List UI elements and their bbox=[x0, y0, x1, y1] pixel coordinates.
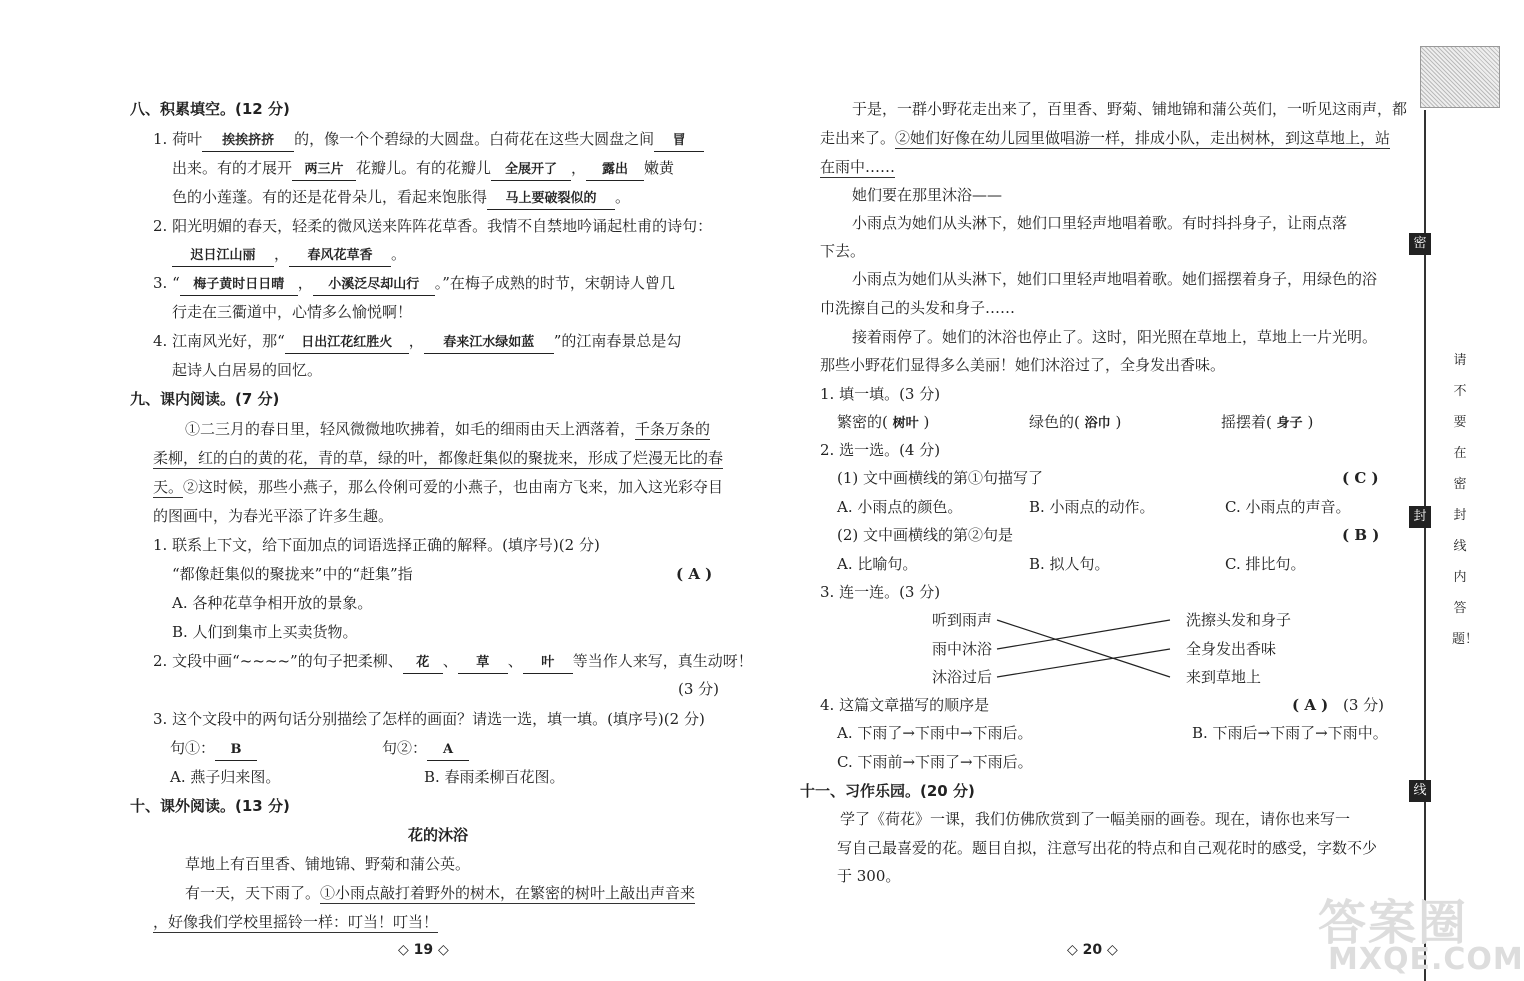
wavy-line-marker: ~~~~ bbox=[239, 652, 291, 670]
answer-blank: 小溪泛尽却山行 bbox=[313, 275, 435, 296]
q2-1-option-a: A. 小雨点的颜色。 bbox=[837, 498, 963, 516]
matching-lines bbox=[745, 0, 1420, 981]
s9-q3-option-b: B. 春雨柔柳百花图。 bbox=[424, 768, 565, 786]
answer-blank: 马上要破裂似的 bbox=[487, 189, 615, 210]
match-line bbox=[997, 620, 1170, 677]
s9-passage-line4: 的图画中，为春光平添了许多生趣。 bbox=[153, 507, 394, 525]
q2-2-answer: ( B ) bbox=[1342, 526, 1380, 544]
q2-1-option-c: C. 小雨点的声音。 bbox=[1225, 498, 1351, 516]
q2: 2. 选一选。(4 分) bbox=[820, 441, 941, 459]
passage-line7: 小雨点为她们从头淋下，她们口里轻声地唱着歌。她们摇摆着身子，用绿色的浴 bbox=[852, 270, 1378, 288]
s8-q2-line1: 2. 阳光明媚的春天，轻柔的微风送来阵阵花草香。我情不自禁地吟诵起杜甫的诗句： bbox=[153, 217, 713, 235]
passage-line8: 巾洗擦自己的头发和身子…… bbox=[820, 299, 1016, 317]
answer-blank: 梅子黄时日日晴 bbox=[180, 275, 298, 296]
writing-prompt-line3: 于 300。 bbox=[837, 867, 901, 885]
q4-option-b: B. 下雨后→下雨了→下雨中。 bbox=[1192, 724, 1388, 742]
q2-2-option-c: C. 排比句。 bbox=[1225, 555, 1306, 573]
q4-answer: ( A ) bbox=[1292, 696, 1329, 714]
match-right-item: 全身发出香味 bbox=[1186, 640, 1277, 658]
answer-blank: 春风花草香 bbox=[289, 246, 391, 267]
s9-q1-stem: “都像赶集似的聚拢来”中的“赶集”指 bbox=[172, 565, 413, 583]
q3: 3. 连一连。(3 分) bbox=[820, 583, 941, 601]
q4-option-a: A. 下雨了→下雨中→下雨后。 bbox=[837, 724, 1033, 742]
left-page bbox=[0, 0, 753, 981]
match-right-item: 来到草地上 bbox=[1186, 668, 1262, 686]
s9-q1-option-b: B. 人们到集市上买卖货物。 bbox=[172, 623, 358, 641]
watermark-logo: 答案圈 bbox=[1318, 895, 1469, 951]
q4: 4. 这篇文章描写的顺序是 bbox=[820, 696, 990, 714]
match-line bbox=[997, 649, 1170, 677]
s9-q3-option-a: A. 燕子归来图。 bbox=[170, 768, 281, 786]
s8-q4-line1: 4. 江南风光好，那“ 日出江花红胜火 ， 春来江水绿如蓝 ”的江南春景总是勾 bbox=[153, 330, 681, 352]
answer-blank: 叶 bbox=[523, 653, 573, 674]
page-number: ◇ 20 ◇ bbox=[1067, 942, 1118, 958]
section-9-title: 九、课内阅读。(7 分) bbox=[130, 390, 280, 408]
section-11-title: 十一、习作乐园。(20 分) bbox=[800, 782, 975, 800]
s10-passage-line3: ，好像我们学校里摇铃一样：叮当！叮当！ bbox=[153, 913, 439, 931]
match-line bbox=[997, 620, 1170, 649]
s8-q3-line1: 3. “ 梅子黄时日日晴 ， 小溪泛尽却山行 。”在梅子成熟的时节，宋朝诗人曾几 bbox=[153, 272, 675, 294]
answer-blank: 全展开了 bbox=[491, 160, 571, 181]
s9-q3-sentence2: 句②： A bbox=[382, 737, 469, 759]
passage-line5: 小雨点为她们从头淋下，她们口里轻声地唱着歌。有时抖抖身子，让雨点落 bbox=[852, 214, 1348, 232]
s9-q1: 1. 联系上下文，给下面加点的词语选择正确的解释。(填序号)(2 分) bbox=[153, 536, 600, 554]
watermark-url: MXQE.COM bbox=[1328, 942, 1524, 977]
match-left-item: 雨中沐浴 bbox=[932, 640, 993, 658]
q1: 1. 填一填。(3 分) bbox=[820, 385, 941, 403]
answer-blank: 冒 bbox=[654, 131, 704, 152]
section-10-title: 十、课外阅读。(13 分) bbox=[130, 797, 290, 815]
q1-blank-c: 摇摆着( 身子 ) bbox=[1221, 413, 1314, 431]
s9-passage-line1: ①二三月的春日里，轻风微微地吹拂着，如毛的细雨由天上洒落着，千条万条的 bbox=[185, 420, 711, 438]
seal-mark: 线 bbox=[1409, 780, 1431, 802]
answer-blank: 春来江水绿如蓝 bbox=[424, 333, 554, 354]
passage-line4: 她们要在那里沐浴—— bbox=[852, 186, 1003, 204]
writing-prompt-line2: 写自己最喜爱的花。题目自拟，注意写出花的特点和自己观花时的感受，字数不少 bbox=[837, 839, 1378, 857]
s8-q1-line2: 出来。有的才展开 两三片 花瓣儿。有的花瓣儿 全展开了 ， 露出 嫩黄 bbox=[172, 157, 674, 179]
s8-q1-line1: 1. 荷叶 挨挨挤挤 的，像一个个碧绿的大圆盘。白荷花在这些大圆盘之间 冒 bbox=[153, 128, 704, 150]
s9-q1-answer: ( A ) bbox=[676, 565, 713, 583]
binding-warning: 请不要在密封线内答题！ bbox=[1452, 353, 1479, 647]
q2-1: (1) 文中画横线的第①句描写了 bbox=[837, 469, 1044, 487]
answer-blank: A bbox=[427, 740, 469, 761]
writing-prompt-line1: 学了《荷花》一课，我们仿佛欣赏到了一幅美丽的画卷。现在，请你也来写一 bbox=[840, 810, 1351, 828]
passage-line3: 在雨中…… bbox=[820, 158, 896, 176]
s10-passage-line2: 有一天，天下雨了。①小雨点敲打着野外的树木，在繁密的树叶上敲出声音来 bbox=[185, 884, 696, 902]
q4-option-c: C. 下雨前→下雨了→下雨后。 bbox=[837, 753, 1033, 771]
section-8-title: 八、积累填空。(12 分) bbox=[130, 100, 290, 118]
answer-blank: B bbox=[215, 740, 257, 761]
s9-q2: 2. 文段中画“~~~~”的句子把柔柳、 花 、 草 、 叶 等当作人来写，真生动呀！ bbox=[153, 650, 753, 672]
s8-q4-line2: 起诗人白居易的回忆。 bbox=[172, 361, 323, 379]
q2-1-option-b: B. 小雨点的动作。 bbox=[1029, 498, 1155, 516]
s9-q3-sentence1: 句①： B bbox=[170, 737, 257, 759]
answer-blank: 挨挨挤挤 bbox=[202, 131, 294, 152]
s9-q2-score: (3 分) bbox=[678, 680, 720, 698]
s10-passage-line1: 草地上有百里香、铺地锦、野菊和蒲公英。 bbox=[185, 855, 471, 873]
match-left-item: 沐浴过后 bbox=[932, 668, 993, 686]
s9-passage-line3: 天。②这时候，那些小燕子，那么伶俐可爱的小燕子，也由南方飞来，加入这光彩夺目 bbox=[153, 478, 724, 496]
s8-q3-line2: 行走在三衢道中，心情多么愉悦啊！ bbox=[172, 303, 413, 321]
passage-line10: 那些小野花们显得多么美丽！她们沐浴过了，全身发出香味。 bbox=[820, 356, 1226, 374]
q2-1-answer: ( C ) bbox=[1342, 469, 1379, 487]
answer-blank: 迟日江山丽 bbox=[172, 246, 274, 267]
q2-2: (2) 文中画横线的第②句是 bbox=[837, 526, 1014, 544]
passage-line1: 于是，一群小野花走出来了，百里香、野菊、铺地锦和蒲公英们，一听见这雨声，都 bbox=[852, 100, 1408, 118]
q1-blank-b: 绿色的( 浴巾 ) bbox=[1029, 413, 1122, 431]
seal-mark: 封 bbox=[1409, 506, 1431, 528]
answer-blank: 花 bbox=[403, 653, 443, 674]
q2-2-option-b: B. 拟人句。 bbox=[1029, 555, 1110, 573]
s9-q3: 3. 这个文段中的两句话分别描绘了怎样的画面？请选一选，填一填。(填序号)(2 分) bbox=[153, 710, 705, 728]
page-number: ◇ 19 ◇ bbox=[398, 942, 449, 958]
binding-hatch bbox=[1420, 46, 1500, 108]
passage-line9: 接着雨停了。她们的沐浴也停止了。这时，阳光照在草地上，草地上一片光明。 bbox=[852, 328, 1378, 346]
q4-score: (3 分) bbox=[1343, 696, 1385, 714]
seal-mark: 密 bbox=[1409, 233, 1431, 255]
answer-blank: 露出 bbox=[586, 160, 644, 181]
q2-2-option-a: A. 比喻句。 bbox=[837, 555, 918, 573]
s8-q2-line2: 迟日江山丽 ， 春风花草香 。 bbox=[172, 243, 406, 265]
s9-passage-line2: 柔柳，红的白的黄的花，青的草，绿的叶，都像赶集似的聚拢来，形成了烂漫无比的春 bbox=[153, 449, 724, 467]
answer-blank: 日出江花红胜火 bbox=[285, 333, 409, 354]
s9-q1-option-a: A. 各种花草争相开放的景象。 bbox=[172, 594, 373, 612]
q1-blank-a: 繁密的( 树叶 ) bbox=[837, 413, 930, 431]
passage-line2: 走出来了。②她们好像在幼儿园里做唱游一样，排成小队，走出树林，到这草地上，站 bbox=[820, 129, 1391, 147]
s8-q1-line3: 色的小莲蓬。有的还是花骨朵儿，看起来饱胀得 马上要破裂似的 。 bbox=[172, 186, 630, 208]
right-page bbox=[745, 0, 1420, 981]
match-right-item: 洗擦头发和身子 bbox=[1186, 611, 1292, 629]
passage-line6: 下去。 bbox=[820, 242, 866, 260]
answer-blank: 草 bbox=[458, 653, 508, 674]
match-left-item: 听到雨声 bbox=[932, 611, 993, 629]
answer-blank: 两三片 bbox=[292, 160, 356, 181]
story-title: 花的沐浴 bbox=[408, 826, 469, 844]
